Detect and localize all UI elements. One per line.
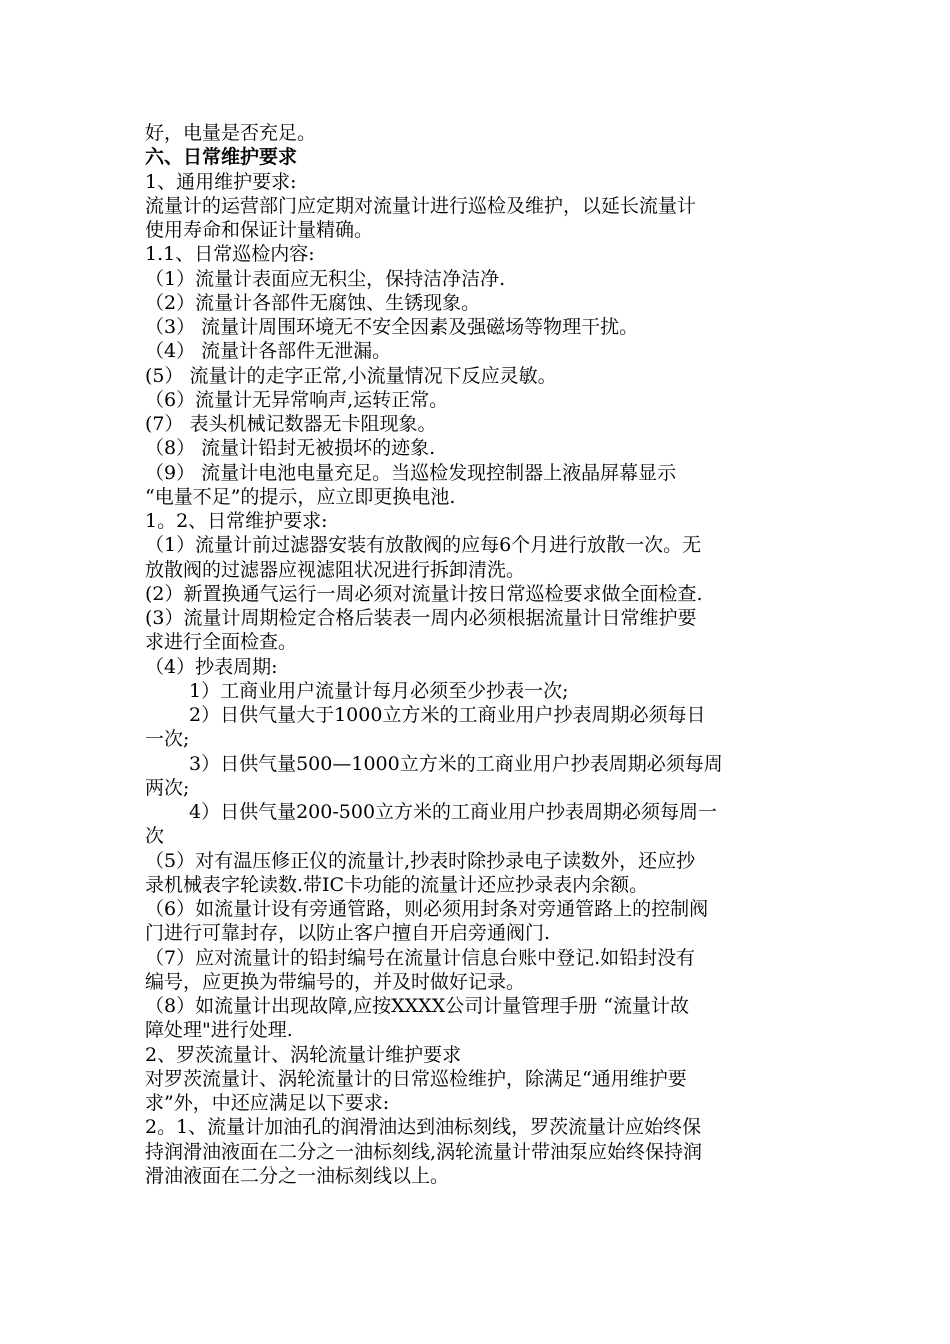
text-line: 放散阀的过滤器应视滤阻状况进行拆卸清洗。 [145,558,526,581]
text-line: （6）如流量计设有旁通管路，则必须用封条对旁通管路上的控制阀 [145,898,709,920]
text-line: (2）新置换通气运行一周必须对流量计按日常巡检要求做全面检查. [145,582,703,605]
text-line: 1、通用维护要求: [145,170,297,193]
text-line: （8）如流量计出现故障,应按XXXX公司计量管理手册 “流量计故 [145,995,689,1017]
text-line: （9） 流量计电池电量充足。当巡检发现控制器上液晶屏幕显示 [145,461,677,484]
text-line: 1.1、日常巡检内容: [145,243,315,266]
text-line: 流量计的运营部门应定期对流量计进行巡检及维护，以延长流量计 [145,194,697,217]
text-line: 1。2、日常维护要求: [145,510,328,532]
text-line: “电量不足”的提示，应立即更换电池. [145,485,456,508]
text-line: （1）流量计表面应无积尘，保持洁净洁净. [145,267,506,290]
text-line: 3）日供气量500—1000立方米的工商业用户抄表周期必须每周 [189,752,723,775]
text-line: 好，电量是否充足。 [145,122,317,144]
document-page [145,121,813,1188]
text-line: 滑油液面在二分之一油标刻线以上。 [145,1164,450,1187]
text-line: 2、罗茨流量计、涡轮流量计维护要求 [145,1043,462,1066]
text-line: （7）应对流量计的铅封编号在流量计信息台账中登记.如铅封没有 [145,946,696,969]
text-line: 使用寿命和保证计量精确。 [145,219,374,241]
text-line: (5） 流量计的走字正常,小流量情况下反应灵敏。 [145,364,557,387]
text-line: 2。1、流量计加油孔的润滑油达到油标刻线，罗茨流量计应始终保 [145,1116,702,1139]
text-line: 持润滑油液面在二分之一油标刻线,涡轮流量计带油泵应始终保持润 [145,1140,703,1163]
text-line: 编号，应更换为带编号的，并及时做好记录。 [145,970,526,993]
text-line: 求”外，中还应满足以下要求: [145,1092,390,1114]
text-line: （4） 流量计各部件无泄漏。 [145,340,392,363]
text-line: 障处理"进行处理. [145,1019,293,1042]
text-line: （2）流量计各部件无腐蚀、生锈现象。 [145,291,481,314]
text-line: 录机械表字轮读数.带IC卡功能的流量计还应抄录表内余额。 [145,873,649,896]
text-line: （6）流量计无异常响声,运转正常。 [145,388,449,411]
section-heading: 六、日常维护要求 [145,146,298,169]
text-line: 一次; [145,728,190,751]
text-line: （3） 流量计周围环境无不安全因素及强磁场等物理干扰。 [145,316,639,338]
text-line: 对罗茨流量计、涡轮流量计的日常巡检维护，除满足“通用维护要 [145,1067,687,1090]
text-line: (7） 表头机械记数器无卡阻现象。 [145,413,437,435]
text-line: 2）日供气量大于1000立方米的工商业用户抄表周期必须每日 [189,704,706,726]
text-line: 求进行全面检查。 [145,631,298,654]
text-line: 门进行可靠封存，以防止客户擅自开启旁通阀门. [145,922,551,945]
text-line: （8） 流量计铅封无被损坏的迹象. [145,437,436,460]
text-line: 1）工商业用户流量计每月必须至少抄表一次; [189,679,569,702]
text-line: 4）日供气量200-500立方米的工商业用户抄表周期必须每周一 [189,801,718,823]
text-line: （5）对有温压修正仪的流量计,抄表时除抄录电子读数外，还应抄 [145,849,696,872]
text-line: 两次; [145,776,190,799]
text-line: （4）抄表周期: [145,655,278,678]
text-line: （1）流量计前过滤器安装有放散阀的应每6个月进行放散一次。无 [145,534,702,557]
text-line: 次 [145,825,165,848]
text-line: (3）流量计周期检定合格后装表一周内必须根据流量计日常维护要 [145,607,697,629]
